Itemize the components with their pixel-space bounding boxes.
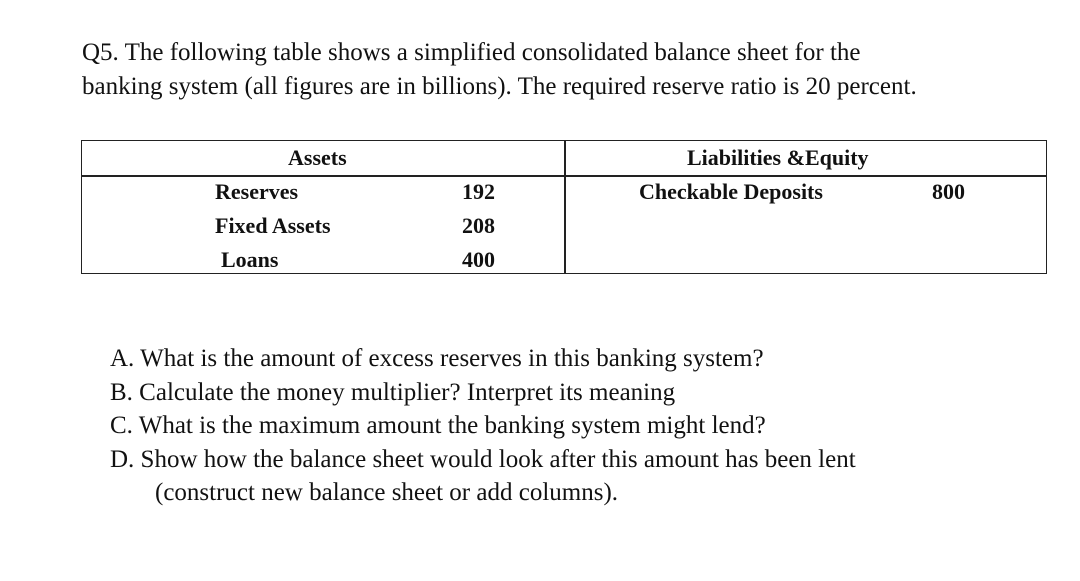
question-b: B. Calculate the money multiplier? Interpret its meaning [110,378,676,406]
question-a: A. What is the amount of excess reserves in this banking system? [110,345,764,372]
asset-label-loans: Loans [221,247,279,272]
liability-label-checkable-deposits: Checkable Deposits [639,179,823,204]
assets-header: Assets [288,145,347,170]
asset-label-reserves: Reserves [215,179,299,204]
intro-line-2: banking system (all figures are in billions). The required reserve ratio is 20 percent. [82,73,917,100]
balance-sheet-table [81,140,1047,274]
column-divider [564,141,566,273]
question-c: C. What is the maximum amount the banking system might lend? [110,412,766,439]
question-list [110,342,1060,510]
question-intro [82,36,1062,104]
liabilities-header: Liabilities &Equity [687,145,869,170]
intro-line-1: Q5. The following table shows a simplified consolidated balance sheet for the [82,39,861,66]
asset-value-reserves: 192 [462,179,495,204]
question-d [110,443,1060,510]
asset-label-fixed-assets: Fixed Assets [215,213,331,238]
question-d-line-1: D. Show how the balance sheet would look after this amount has been lent [110,445,856,473]
liability-value-checkable-deposits: 800 [932,179,965,204]
asset-value-loans: 400 [462,247,495,272]
header-divider [82,175,1046,177]
asset-value-fixed-assets: 208 [462,213,495,238]
question-d-line-2: (construct new balance sheet or add columns). [155,479,619,506]
